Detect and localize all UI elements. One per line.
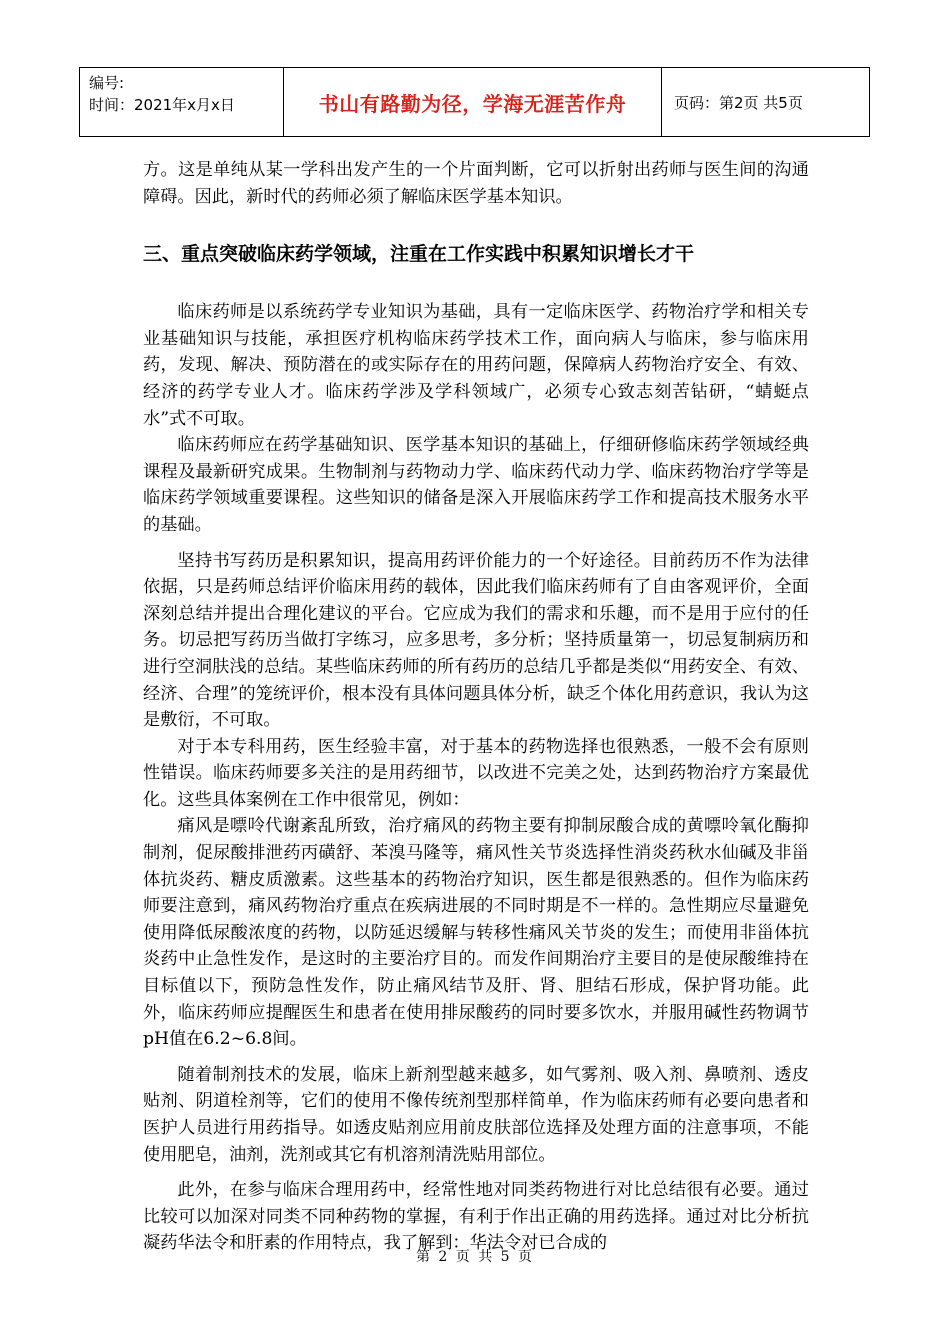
page-footer: 第 2 页 共 5 页 (415, 1249, 535, 1265)
page-info: 页码：第2页 共5页 (674, 93, 803, 112)
paragraph: 临床药师应在药学基础知识、医学基本知识的基础上，仔细研修临床药学领域经典课程及最新研究成果。生物制剂与药物动力学、临床药代动力学、临床药物治疗学等是临床药学领域重要课程。这些知识的储备是深入开展临床药学工作和提高技术服务水平的基础。 (143, 435, 809, 535)
paragraph: 此外，在参与临床合理用药中，经常性地对同类药物进行对比总结很有必要。通过比较可以加深对同类不同种药物的掌握，有利于作出正确的用药选择。通过对比分析抗凝药华法令和肝素的作用特点，我了解到：华法令对已合成的 (143, 1180, 809, 1254)
paragraph-continuation: 方。这是单纯从某一学科出发产生的一个片面判断，它可以折射出药师与医生间的沟通障碍。因此，新时代的药师必须了解临床医学基本知识。 (143, 160, 809, 207)
header-table (79, 67, 870, 137)
header-motto-cell (284, 68, 662, 136)
header-meta (80, 68, 284, 136)
section-heading: 三、重点突破临床药学领域，注重在工作实践中积累知识增长才干 (143, 243, 695, 266)
header-motto: 书山有路勤为径，学海无涯苦作舟 (318, 91, 627, 116)
document-body (143, 157, 809, 1257)
paragraph: 对于本专科用药，医生经验丰富，对于基本的药物选择也很熟悉，一般不会有原则性错误。临床药师要多关注的是用药细节，以改进不完美之处，达到药物治疗方案最优化。这些具体案例在工作中很常见，例如： (143, 736, 809, 810)
paragraph: 坚持书写药历是积累知识，提高用药评价能力的一个好途径。目前药历不作为法律依据，只是药师总结评价临床用药的载体，因此我们临床药师有了自由客观评价，全面深刻总结并提出合理化建议的平台。它应成为我们的需求和乐趣，而不是用于应付的任务。切忌把写药历当做打字练习，应多思考，多分析；坚持质量第一，切忌复制病历和进行空洞肤浅的总结。某些临床药师的所有药历的总结几乎都是类似“用药安全、有效、经济、合理”的笼统评价，根本没有具体问题具体分析，缺乏个体化用药意识，我认为这是敷衍，不可取。 (143, 550, 809, 731)
time-label: 时间：2021年x月x日 (89, 96, 235, 114)
paragraph: 随着制剂技术的发展，临床上新剂型越来越多，如气雾剂、吸入剂、鼻喷剂、透皮贴剂、阴道栓剂等，它们的使用不像传统剂型那样简单，作为临床药师有必要向患者和医护人员进行用药指导。如透皮贴剂应用前皮肤部位选择及处理方面的注意事项，不能使用肥皂，油剂，洗剂或其它有机溶剂清洗贴用部位。 (143, 1064, 809, 1165)
paragraph: 临床药师是以系统药学专业知识为基础，具有一定临床医学、药物治疗学和相关专业基础知识与技能，承担医疗机构临床药学技术工作，面向病人与临床，参与临床用药，发现、解决、预防潜在的或实际存在的用药问题，保障病人药物治疗安全、有效、经济的药学专业人才。临床药学涉及学科领域广，必须专心致志刻苦钻研，“蜻蜓点水”式不可取。 (143, 302, 809, 429)
number-label: 编号: (89, 74, 125, 92)
paragraph: 痛风是嘌呤代谢紊乱所致，治疗痛风的药物主要有抑制尿酸合成的黄嘌呤氧化酶抑制剂，促尿酸排泄药丙磺舒、苯溴马隆等，痛风性关节炎选择性消炎药秋水仙碱及非甾体抗炎药、糖皮质激素。这些基本的药物治疗知识，医生都是很熟悉的。但作为临床药师要注意到，痛风药物治疗重点在疾病进展的不同时期是不一样的。急性期应尽量避免使用降低尿酸浓度的药物，以防延迟缓解与转移性痛风关节炎的发生；而使用非甾体抗炎药中止急性发作，是这时的主要治疗目的。而发作间期治疗主要目的是使尿酸维持在目标值以下，预防急性发作，防止痛风结节及肝、肾、胆结石形成，保护肾功能。此外，临床药师应提醒医生和患者在使用排尿酸药的同时要多饮水，并服用碱性药物调节pH值在6.2~6.8间。 (143, 816, 809, 1050)
